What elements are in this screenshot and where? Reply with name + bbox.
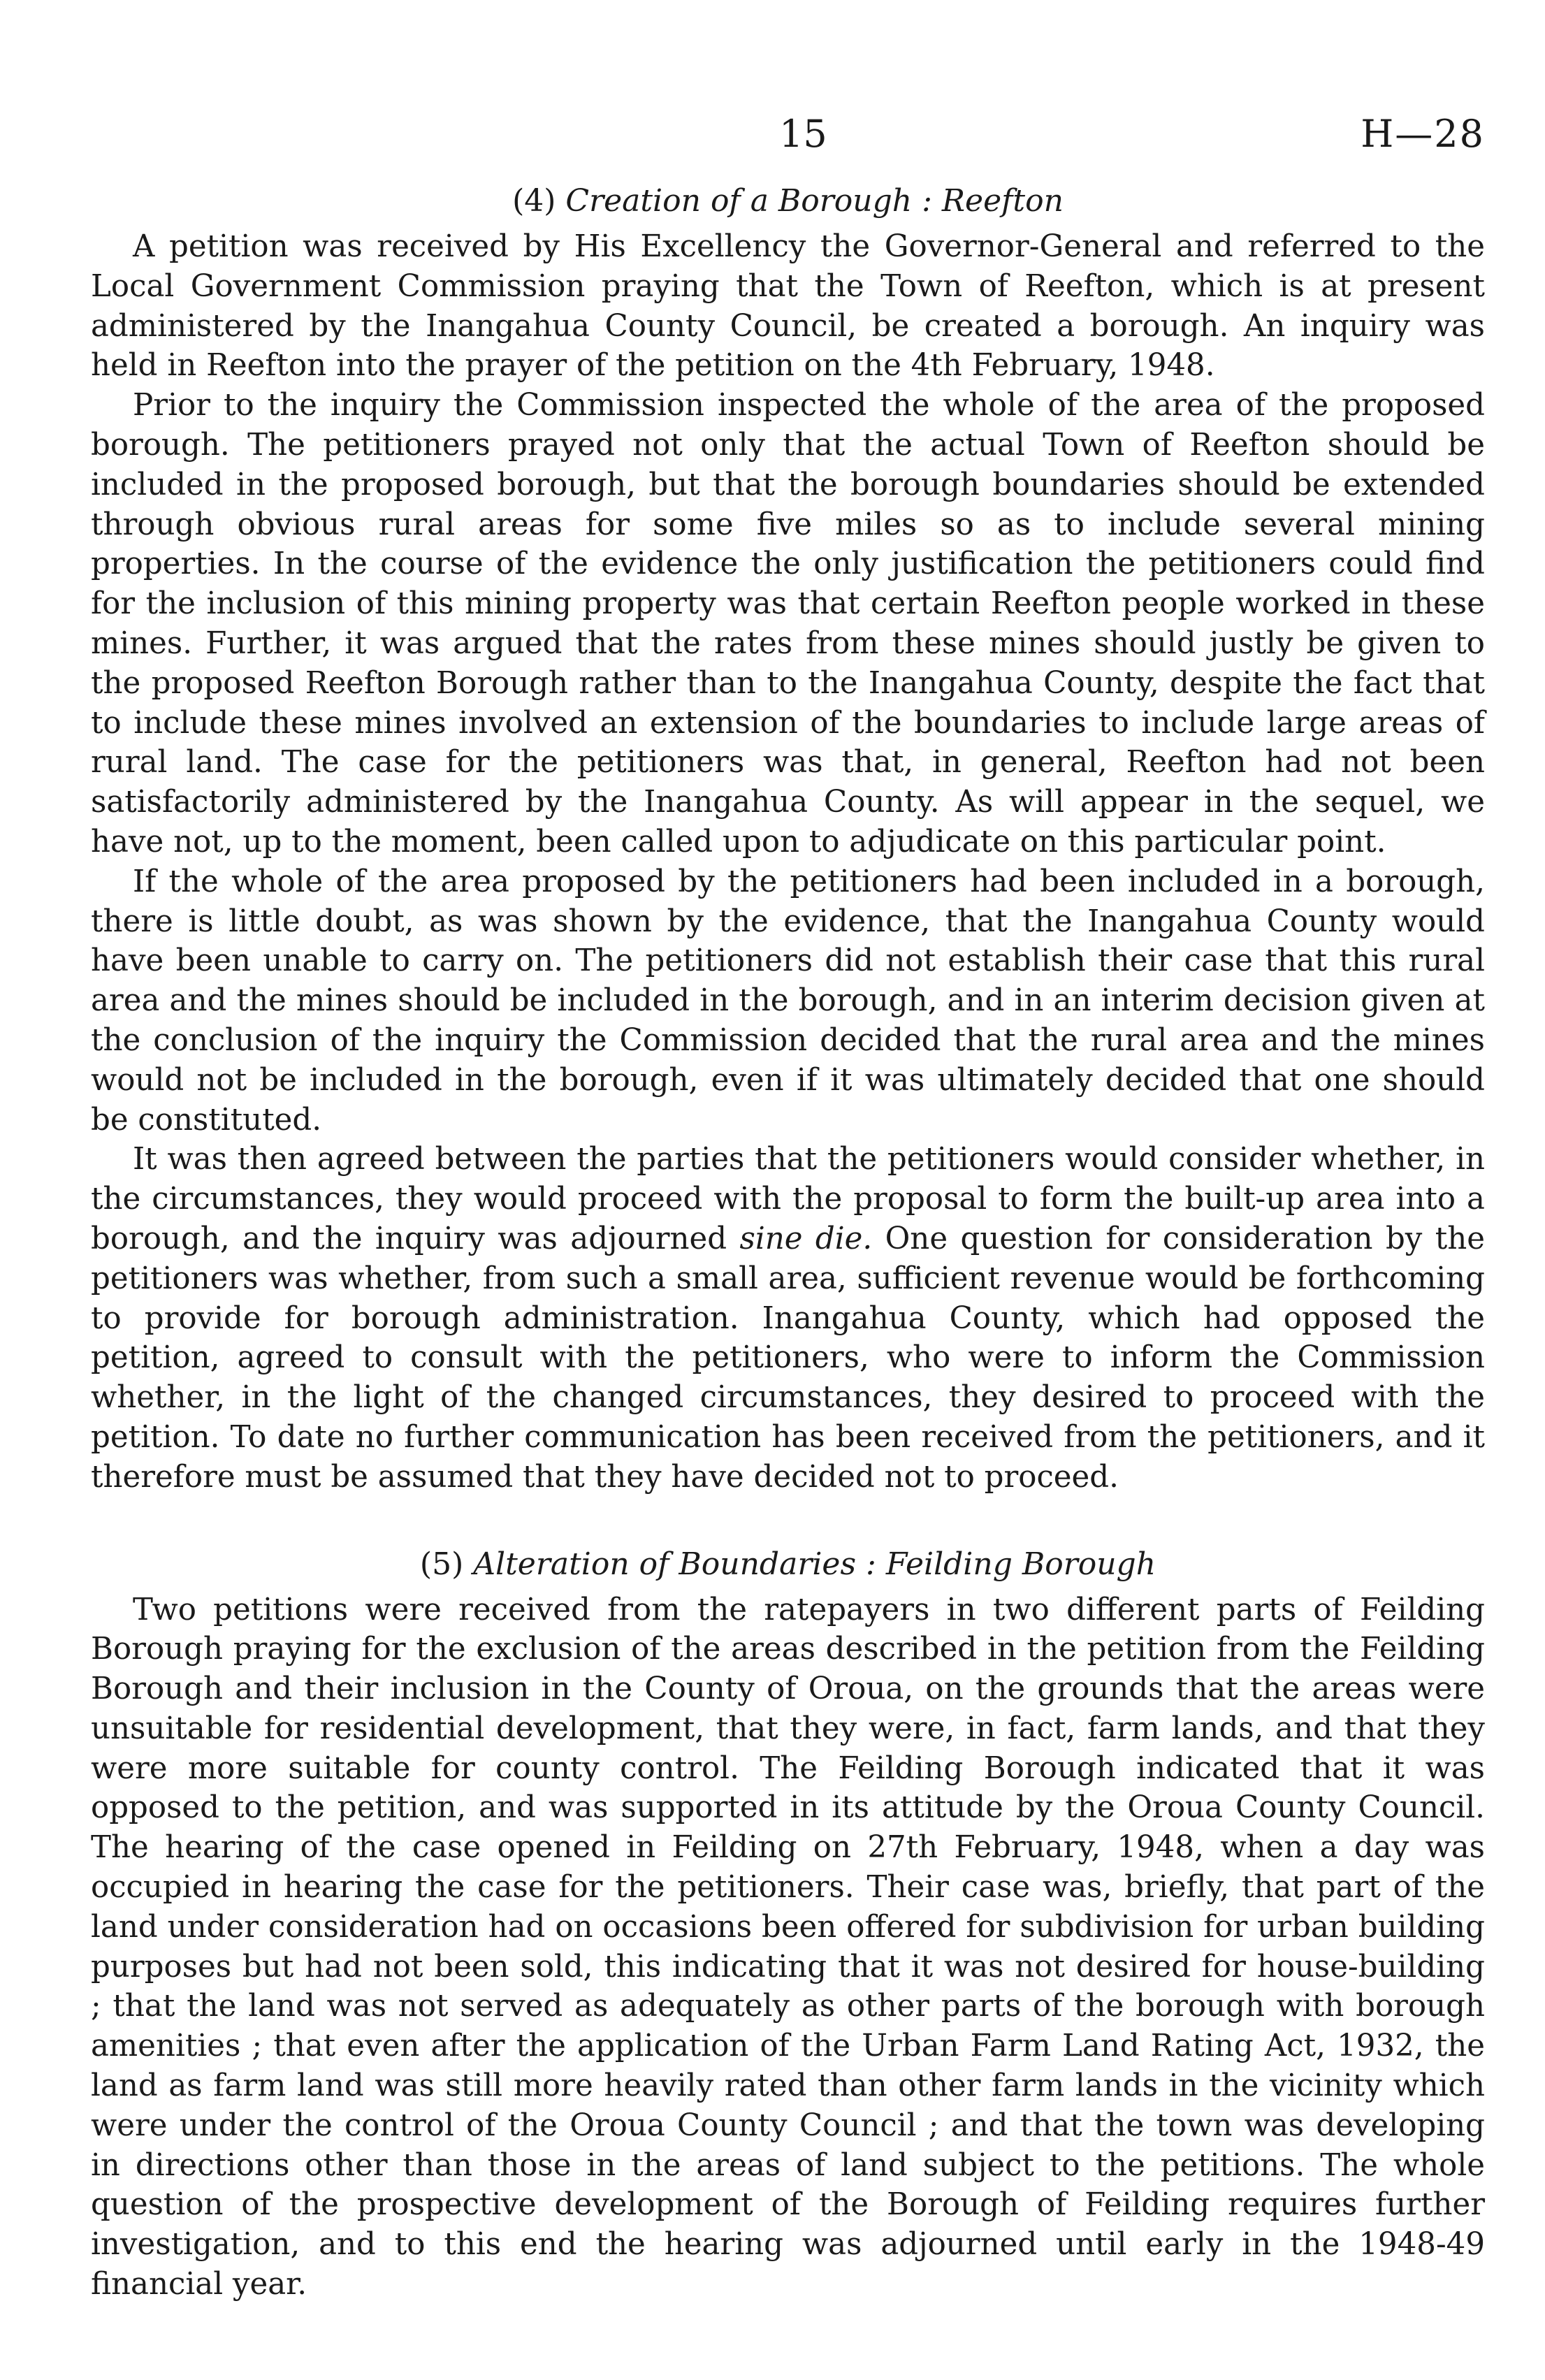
- paragraph-italic-text: sine die.: [739, 1221, 873, 1256]
- paragraph: [91, 1140, 1485, 1497]
- paragraph: A petition was received by His Excellency the Governor-General and referred to the Local Government Commission praying that the Town of Reefton, which is at present administered by the Inangahua County Council, be created a borough. An inquiry was held in Reefton into the prayer of the petition on the 4th February, 1948.: [91, 229, 1485, 384]
- paragraph: Two petitions were received from the ratepayers in two different parts of Feilding Borough praying for the exclusion of the areas described in the petition from the Feilding Borough and their inclusion in the County of Oroua, on the grounds that the areas were unsuitable for residential development, that they were, in fact, farm lands, and that they were more suitable for county control. The Feilding Borough indicated that it was opposed to the petition, and was supported in its attitude by the Oroua County Council. The hearing of the case opened in Feilding on 27th February, 1948, when a day was occupied in hearing the case for the petitioners. Their case was, briefly, that part of the land under consideration had on occasions been offered for subdivision for urban building purposes but had not been sold, this indicating that it was not desired for house-building ; that the land was not served as adequately as other parts of the borough with borough amenities ; that even after the application of the Urban Farm Land Rating Act, 1932, the land as farm land was still more heavily rated than other farm lands in the vicinity which were under the control of the Oroua County Council ; and that the town was developing in directions other than those in the areas of land subject to the petitions. The whole question of the prospective development of the Borough of Feilding requires further investigation, and to this end the hearing was adjourned until early in the 1948-49 financial year.: [91, 1592, 1485, 2302]
- section-heading-reefton: [91, 183, 1485, 219]
- section-number: (5): [419, 1546, 464, 1582]
- page-header: [91, 112, 1485, 161]
- paragraph-text: One question for consideration by the petitioners was whether, from such a small area, sufficient revenue would be forthcoming to provide for borough administration. Inangahua County, which had opposed the petition, agreed to consult with the petitioners, who were to inform the Commission whether, in the light of the changed circumstances, they desired to proceed with the petition. To date no further communication has been received from the petitioners, and it therefore must be assumed that they have decided not to proceed.: [91, 1221, 1485, 1495]
- section-heading-feilding: [91, 1546, 1485, 1582]
- paragraph: Prior to the inquiry the Commission inspected the whole of the area of the proposed borough. The petitioners prayed not only that the actual Town of Reefton should be included in the proposed borough, but that the borough boundaries should be extended through obvious rural areas for some five miles so as to include several mining properties. In the course of the evidence the only justification the petitioners could find for the inclusion of this mining property was that certain Reefton people worked in these mines. Further, it was argued that the rates from these mines should justly be given to the proposed Reefton Borough rather than to the Inangahua County, despite the fact that to include these mines involved an extension of the boundaries to include large areas of rural land. The case for the petitioners was that, in general, Reefton had not been satisfactorily administered by the Inangahua County. As will appear in the sequel, we have not, up to the moment, been called upon to adjudicate on this particular point.: [91, 388, 1485, 859]
- section-title: Creation of a Borough : Reefton: [565, 183, 1064, 219]
- paragraph: If the whole of the area proposed by the petitioners had been included in a borough, there is little doubt, as was shown by the evidence, that the Inangahua County would have been unable to carry on. The petitioners did not establish their case that this rural area and the mines should be included in the borough, and in an interim decision given at the conclusion of the inquiry the Commission decided that the rural area and the mines would not be included in the borough, even if it was ultimately decided that one should be constituted.: [91, 864, 1485, 1138]
- section-title: Alteration of Boundaries : Feilding Borough: [473, 1546, 1156, 1582]
- document-reference: H—28: [1361, 112, 1485, 156]
- document-page: [91, 112, 1485, 2305]
- section-number: (4): [512, 183, 556, 219]
- paragraph-text: It was then agreed between the parties that the petitioners would consider whether, in the circumstances, they would proceed with the proposal to form the built-up area into a borough, and the inquiry was adjourned: [91, 1142, 1485, 1256]
- page-number: 15: [779, 112, 827, 156]
